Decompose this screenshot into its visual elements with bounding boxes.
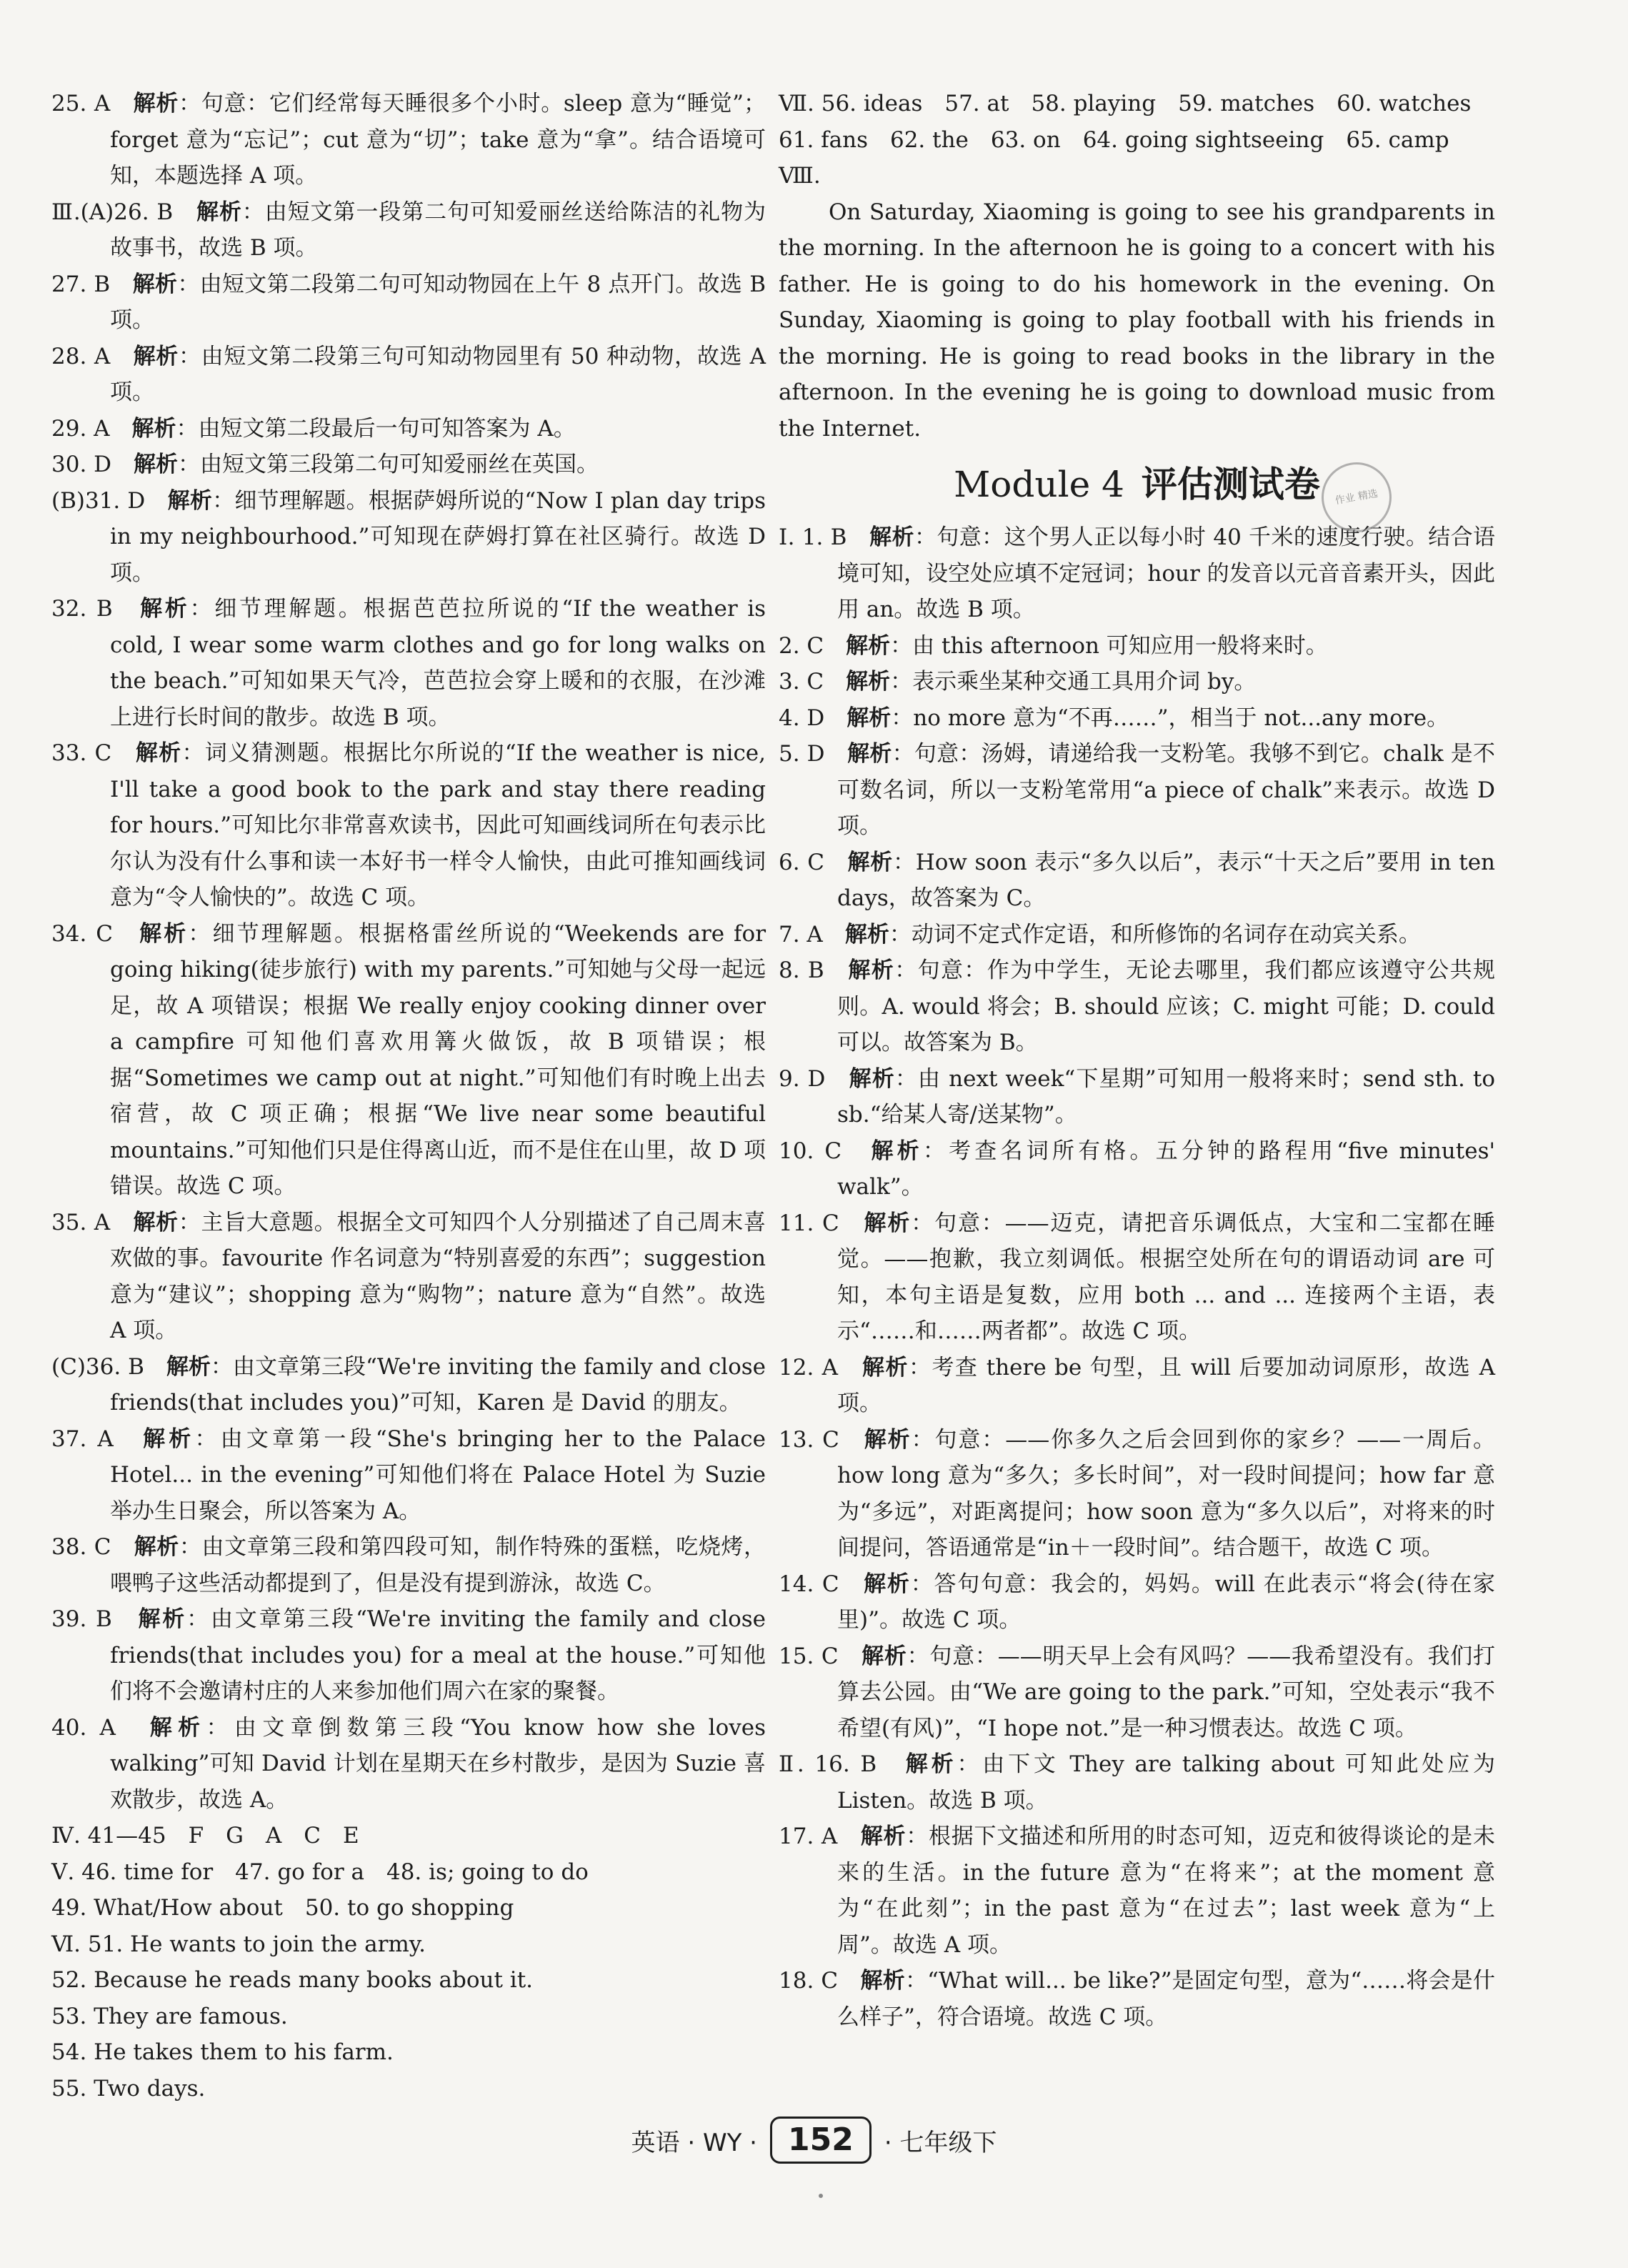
analysis-label: 解析 bbox=[135, 740, 182, 766]
answer-number: 8. B bbox=[779, 958, 824, 983]
answer-number: (B)31. D bbox=[51, 487, 146, 514]
answer-text: ：考查名词所有格。五分钟的路程用“five minutes' walk”。 bbox=[837, 1138, 1496, 1200]
analysis-label: 解析 bbox=[134, 1534, 179, 1560]
answer-entry bbox=[51, 483, 766, 592]
answer-text: ：由文章倒数第三段“You know how she loves walking”可知 David 计划在星期天在乡村散步，是因为 Suzie 喜欢散步，故选 A。 bbox=[110, 1714, 766, 1813]
answer-entry bbox=[779, 1422, 1495, 1566]
answer-line-56-60: Ⅶ. 56. ideas 57. at 58. playing 59. matches 60. watches bbox=[779, 91, 1472, 116]
answer-text: ：考查 there be 句型，且 will 后要加动词原形，故选 A 项。 bbox=[837, 1354, 1495, 1416]
answer-entry bbox=[779, 1061, 1495, 1133]
answer-text: ：句意：——迈克，请把音乐调低点，大宝和二宝都在睡觉。——抱歉，我立刻调低。根据空处所在句的谓语动词 are 可知，本句主语是复数，应用 both ... and ... 连接两个主语，表示“……和……两者都”。故选 C 项。 bbox=[837, 1210, 1496, 1344]
page-footer bbox=[0, 2115, 1628, 2165]
section-viii-label: Ⅷ. bbox=[779, 163, 821, 189]
answer-number: 18. C bbox=[779, 1968, 839, 1994]
answer-number: 25. A bbox=[51, 91, 111, 116]
answer-number: Ⅱ. 16. B bbox=[779, 1751, 877, 1777]
answer-text: ：由文章第三段“We're inviting the family and close friends(that includes you) for a meal at the house.”可知他们将不会邀请村庄的人来参加他们周六在家的聚餐。 bbox=[110, 1606, 766, 1704]
analysis-label: 解析 bbox=[138, 1606, 187, 1632]
answer-text: ：由短文第三段第二句可知爱丽丝在英国。 bbox=[178, 452, 599, 477]
analysis-label: 解析 bbox=[139, 920, 189, 947]
answer-number: 6. C bbox=[779, 849, 824, 875]
analysis-label: 解析 bbox=[862, 1354, 909, 1381]
answer-number: (C)36. B bbox=[51, 1353, 144, 1380]
answer-number: 35. A bbox=[51, 1209, 111, 1235]
answer-entry bbox=[51, 1349, 766, 1421]
analysis-label: 解析 bbox=[143, 1426, 195, 1452]
analysis-label: 解析 bbox=[196, 199, 242, 225]
analysis-label: 解析 bbox=[140, 596, 190, 622]
answer-entry bbox=[51, 1854, 766, 1891]
answer-entry bbox=[51, 1818, 766, 1854]
page-number: 152 bbox=[770, 2117, 872, 2164]
answer-text: ：句意：它们经常每天睡很多个小时。sleep 意为“睡觉”；forget 意为“忘记”；cut 意为“切”；take 意为“拿”。结合语境可知，本题选择 A 项。 bbox=[110, 91, 766, 189]
answer-entry bbox=[779, 700, 1495, 737]
analysis-label: 解析 bbox=[167, 487, 213, 514]
answer-entry bbox=[51, 86, 766, 194]
answer-entry bbox=[779, 519, 1495, 628]
answer-entry bbox=[51, 1529, 766, 1601]
footer-grade: · 七年级下 bbox=[884, 2128, 997, 2157]
analysis-label: 解析 bbox=[846, 669, 891, 695]
answer-entry bbox=[51, 591, 766, 735]
answer-text: 49. What/How about 50. to go shopping bbox=[51, 1895, 514, 1921]
analysis-label: 解析 bbox=[847, 705, 892, 731]
analysis-label: 解析 bbox=[871, 1138, 923, 1164]
answer-text: ：由 next week“下星期”可知用一般将来时；send sth. to sb.“给某人寄/送某物”。 bbox=[837, 1065, 1496, 1128]
answer-entry bbox=[51, 194, 766, 267]
analysis-label: 解析 bbox=[869, 524, 914, 550]
answer-entry bbox=[51, 1999, 766, 2035]
answer-number: 29. A bbox=[51, 415, 110, 442]
answer-line-61-65: 61. fans 62. the 63. on 64. going sightseeing 65. camp bbox=[779, 126, 1449, 153]
answer-number: 32. B bbox=[51, 596, 113, 622]
answer-entry bbox=[779, 917, 1495, 953]
answer-entry bbox=[779, 1350, 1495, 1422]
right-column bbox=[779, 86, 1495, 2035]
answer-number: Ⅰ. 1. B bbox=[779, 524, 847, 550]
answer-entry bbox=[51, 2071, 766, 2107]
answer-text: ：How soon 表示“多久以后”，表示“十天之后”要用 in ten days，故答案为 C。 bbox=[837, 849, 1496, 911]
answer-text: ：由文章第三段和第四段可知，制作特殊的蛋糕，吃烧烤，喂鸭子这些活动都提到了，但是没有提到游泳，故选 C。 bbox=[110, 1534, 766, 1596]
writing-sample-paragraph: On Saturday, Xiaoming is going to see his grandparents in the morning. In the afternoon he is going to a concert with his father. He is going to do his homework in the evening. On Sunday, Xiaoming is going to play football with his friends in the morning. He is going to read books in the library in the afternoon. In the evening he is going to download music from the Internet. bbox=[779, 199, 1495, 442]
answer-entry bbox=[779, 1133, 1495, 1205]
answer-entry bbox=[779, 1819, 1495, 1963]
answer-entry bbox=[51, 1421, 766, 1530]
answer-entry bbox=[779, 1205, 1495, 1350]
answer-text: ：细节理解题。根据格雷丝所说的“Weekends are for going hiking(徒步旅行) with my parents.”可知她与父母一起远足，故 A 项错误；根据 We really enjoy cooking dinner over a campfire 可知他们喜欢用篝火做饭，故 B 项错误；根据“Sometimes we camp out at night.”可知他们有时晚上出去宿营，故 C 项正确；根据“We live near some beautiful mountains.”可知他们只是住得离山近，而不是住在山里，故 D 项错误。故选 C 项。 bbox=[110, 920, 766, 1199]
answer-entry bbox=[51, 447, 766, 483]
answer-text: ：no more 意为“不再……”，相当于 not...any more。 bbox=[891, 705, 1449, 731]
answer-entry bbox=[51, 1710, 766, 1819]
answer-text: ：表示乘坐某种交通工具用介词 by。 bbox=[890, 669, 1257, 695]
analysis-label: 解析 bbox=[847, 741, 892, 767]
right-answer-list bbox=[779, 519, 1495, 2035]
answer-number: 30. D bbox=[51, 452, 112, 477]
analysis-label: 解析 bbox=[849, 1065, 895, 1092]
analysis-label: 解析 bbox=[848, 958, 895, 983]
answer-text: 54. He takes them to his farm. bbox=[51, 2039, 394, 2065]
answer-number: 40. A bbox=[51, 1714, 116, 1741]
answer-number: 14. C bbox=[779, 1571, 839, 1597]
answer-text: ：句意：作为中学生，无论去哪里，我们都应该遵守公共规则。A. would 将会；B. should 应该；C. might 可能；D. could 可以。故答案为 B。 bbox=[837, 958, 1496, 1055]
answer-entry bbox=[51, 411, 766, 447]
answer-number: 3. C bbox=[779, 669, 824, 695]
answer-text: ：细节理解题。根据萨姆所说的“Now I plan day trips in my neighbourhood.”可知现在萨姆打算在社区骑行。故选 D 项。 bbox=[110, 487, 766, 586]
answer-entry bbox=[779, 736, 1495, 845]
answer-entry bbox=[51, 916, 766, 1205]
answer-text: 53. They are famous. bbox=[51, 2003, 288, 2029]
answer-number: 7. A bbox=[779, 921, 823, 948]
answer-text: ：由短文第二段最后一句可知答案为 A。 bbox=[176, 415, 576, 442]
answer-entry bbox=[779, 664, 1495, 700]
answer-text: ：句意：——你多久之后会回到你的家乡？——一周后。how long 意为“多久；多长时间”，对一段时间提问；how far 意为“多远”，对距离提问；how soon 意为“多久以后”，对将来的时间提问，答语通常是“in＋一段时间”。结合题干，故选 C 项。 bbox=[837, 1426, 1496, 1561]
answer-number: 27. B bbox=[51, 271, 111, 297]
answer-text: ：根据下文描述和所用的时态可知，迈克和彼得谈论的是未来的生活。in the future 意为“在将来”；at the moment 意为“在此刻”；in the past 意为“在过去”；last week 意为“上周”。故选 A 项。 bbox=[837, 1824, 1496, 1958]
answer-text: ：句意：——明天早上会有风吗？——我希望没有。我们打算去公园。由“We are going to the park.”可知，空处表示“我不希望(有风)”，“I hope not.”是一种习惯表达。故选 C 项。 bbox=[837, 1643, 1496, 1741]
dot-mark-icon bbox=[819, 2194, 823, 2198]
module-title-cn: 评估测试卷 bbox=[1141, 464, 1320, 505]
answer-text: ：词义猜测题。根据比尔所说的“If the weather is nice, I'll take a good book to the park and stay there reading for hours.”可知比尔非常喜欢读书，因此可知画线词所在句表示比尔认为没有什么事和读一本好书一样令人愉快，由此可推知画线词意为“令人愉快的”。故选 C 项。 bbox=[110, 740, 766, 910]
analysis-label: 解析 bbox=[133, 343, 179, 369]
analysis-label: 解析 bbox=[846, 632, 891, 659]
answer-entry bbox=[779, 1638, 1495, 1747]
analysis-label: 解析 bbox=[844, 921, 889, 948]
analysis-label: 解析 bbox=[134, 452, 179, 477]
answer-text: 55. Two days. bbox=[51, 2075, 206, 2102]
answer-text: ：句意：这个男人正以每小时 40 千米的速度行驶。结合语境可知，设空处应填不定冠词；hour 的发音以元音音素开头，因此用 an。故选 B 项。 bbox=[837, 524, 1496, 622]
analysis-label: 解析 bbox=[860, 1824, 907, 1849]
stamp-seal-icon: 作业 精选 bbox=[1316, 457, 1397, 538]
answer-text: ：由 this afternoon 可知应用一般将来时。 bbox=[890, 632, 1328, 659]
analysis-label: 解析 bbox=[860, 1968, 905, 1994]
answer-number: 10. C bbox=[779, 1138, 842, 1164]
module-title-en: Module 4 bbox=[954, 464, 1124, 505]
answer-entry bbox=[51, 1601, 766, 1710]
analysis-label: 解析 bbox=[133, 91, 179, 116]
analysis-label: 解析 bbox=[864, 1426, 912, 1453]
answer-number: 12. A bbox=[779, 1354, 839, 1381]
analysis-label: 解析 bbox=[864, 1571, 911, 1597]
answer-text: Ⅴ. 46. time for 47. go for a 48. is; going to do bbox=[51, 1859, 589, 1885]
answer-text: ：由文章第三段“We're inviting the family and close friends(that includes you)”可知，Karen 是 David 的朋友。 bbox=[110, 1353, 766, 1416]
answer-text: ：“What will... be like?”是固定句型，意为“……将会是什么样子”，符合语境。故选 C 项。 bbox=[837, 1968, 1496, 2030]
answer-entry bbox=[779, 1746, 1495, 1819]
answer-entry bbox=[779, 1963, 1495, 2035]
answer-entry bbox=[51, 339, 766, 411]
answer-entry bbox=[51, 2034, 766, 2071]
answer-text: ：答句句意：我会的，妈妈。will 在此表示“将会(待在家里)”。故选 C 项。 bbox=[837, 1571, 1496, 1633]
answer-text: Ⅵ. 51. He wants to join the army. bbox=[51, 1931, 426, 1957]
answer-number: 37. A bbox=[51, 1426, 114, 1452]
answer-text: ：由短文第二段第二句可知动物园在上午 8 点开门。故选 B 项。 bbox=[110, 271, 766, 333]
answer-text: Ⅳ. 41—45 F G A C E bbox=[51, 1823, 359, 1849]
answer-entry bbox=[51, 1962, 766, 1999]
answer-text: ：主旨大意题。根据全文可知四个人分别描述了自己周末喜欢做的事。favourite 作名词意为“特别喜爱的东西”；suggestion 意为“建议”；shopping 意为“购物”；nature 意为“自然”。故选 A 项。 bbox=[110, 1209, 766, 1343]
analysis-label: 解析 bbox=[133, 1209, 179, 1235]
analysis-label: 解析 bbox=[864, 1210, 912, 1236]
footer-subject: 英语 · WY · bbox=[631, 2128, 757, 2157]
analysis-label: 解析 bbox=[847, 849, 893, 875]
analysis-label: 解析 bbox=[132, 271, 178, 297]
answer-number: 34. C bbox=[51, 920, 113, 947]
answer-entry bbox=[779, 845, 1495, 917]
answer-number: 28. A bbox=[51, 343, 111, 369]
answer-text: ：由短文第一段第二句可知爱丽丝送给陈洁的礼物为故事书，故选 B 项。 bbox=[110, 199, 766, 261]
answer-entry bbox=[51, 267, 766, 339]
analysis-label: 解析 bbox=[166, 1353, 211, 1380]
answer-number: 4. D bbox=[779, 705, 825, 731]
analysis-label: 解析 bbox=[149, 1714, 206, 1741]
analysis-label: 解析 bbox=[862, 1643, 907, 1669]
answer-entry bbox=[779, 1566, 1495, 1638]
answer-number: 38. C bbox=[51, 1534, 111, 1560]
answer-entry bbox=[51, 1890, 766, 1926]
answer-text: ：由下文 They are talking about 可知此处应为 Listen。故选 B 项。 bbox=[837, 1751, 1496, 1814]
answer-number: 33. C bbox=[51, 740, 112, 766]
answer-number: 5. D bbox=[779, 741, 825, 767]
analysis-label: 解析 bbox=[131, 415, 176, 442]
analysis-label: 解析 bbox=[905, 1751, 957, 1777]
answer-number: 2. C bbox=[779, 632, 824, 659]
answer-entry bbox=[51, 1926, 766, 1963]
answer-text: ：由文章第一段“She's bringing her to the Palace Hotel... in the evening”可知他们将在 Palace Hotel 为 Suzie 举办生日聚会，所以答案为 A。 bbox=[110, 1426, 766, 1524]
left-column bbox=[51, 86, 766, 2107]
answer-entry bbox=[51, 735, 766, 916]
answer-number: 11. C bbox=[779, 1210, 839, 1236]
answer-number: 15. C bbox=[779, 1643, 839, 1669]
answer-entry bbox=[779, 628, 1495, 665]
answer-entry bbox=[779, 953, 1495, 1061]
answer-text: ：由短文第二段第三句可知动物园里有 50 种动物，故选 A 项。 bbox=[110, 343, 766, 405]
module-title bbox=[779, 452, 1495, 517]
answer-number: 13. C bbox=[779, 1426, 839, 1453]
answer-number: 39. B bbox=[51, 1606, 112, 1632]
answer-text: ：动词不定式作定语，和所修饰的名词存在动宾关系。 bbox=[889, 921, 1421, 948]
answer-number: 9. D bbox=[779, 1065, 826, 1092]
answer-number: 17. A bbox=[779, 1824, 838, 1849]
answer-text: ：细节理解题。根据芭芭拉所说的“If the weather is cold, I wear some warm clothes and go for long walks on the beach.”可知如果天气冷，芭芭拉会穿上暖和的衣服，在沙滩上进行长时间的散步。故选 B 项。 bbox=[110, 596, 766, 730]
answer-number: Ⅲ.(A)26. B bbox=[51, 199, 174, 225]
answer-text: ：句意：汤姆，请递给我一支粉笔。我够不到它。chalk 是不可数名词，所以一支粉笔常用“a piece of chalk”来表示。故选 D 项。 bbox=[837, 741, 1496, 839]
answer-entry bbox=[51, 1205, 766, 1349]
answer-text: 52. Because he reads many books about it. bbox=[51, 1967, 534, 1993]
